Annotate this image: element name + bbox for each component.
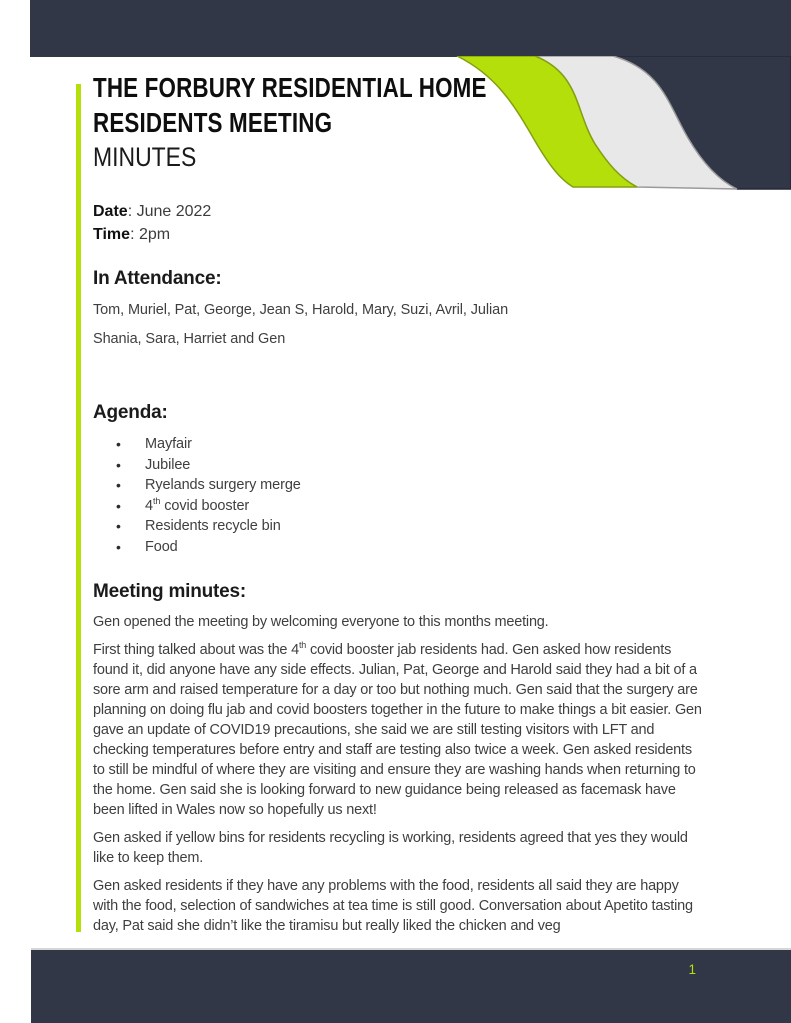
agenda-list — [93, 434, 707, 557]
minutes-paragraph — [93, 640, 707, 820]
time-label: Time — [93, 226, 131, 243]
agenda-item-text: Mayfair — [145, 436, 192, 452]
date-row — [93, 200, 707, 223]
paragraph-text: covid booster jab residents had. Gen asked how residents found it, did anyone have any side effects. Julian, Pat, George and Harold said they had a bit of a sore arm and raised temperature for a day or too but nothing much. Gen said that the surgery are planning on doing flu jab and covid boosters together in the future to make things a bit easier. Gen gave an update of COVID19 precautions, she said we are still testing visitors with LFT and checking temperatures before entry and staff are testing also twice a week. Gen asked residents to still be mindful of where they are visiting and ensure they are washing hands when returning to the home. Gen said she is looking forward to new guidance being released as facemask have been lifted in Wales now so hopefully us next! — [93, 642, 702, 818]
bullet-icon: • — [116, 497, 121, 514]
header-bar — [30, 0, 791, 57]
page-number: 1 — [688, 962, 696, 977]
document-title-line2: RESIDENTS MEETING — [93, 107, 333, 138]
document-title-line1: THE FORBURY RESIDENTIAL HOME — [93, 72, 487, 103]
minutes-paragraph — [93, 612, 707, 632]
attendance-line-1: Tom, Muriel, Pat, George, Jean S, Harold, Mary, Suzi, Avril, Julian — [93, 302, 509, 318]
bullet-icon: • — [116, 518, 121, 534]
attendance-line-2: Shania, Sara, Harriet and Gen — [93, 331, 286, 347]
minutes-heading: Meeting minutes: — [93, 581, 247, 602]
agenda-item-sup: th — [152, 495, 161, 506]
footer-bar — [31, 948, 791, 1023]
agenda-item — [93, 434, 707, 455]
paragraph-text: Gen asked residents if they have any problems with the food, residents all said they are happy with the food, selection of sandwiches at tea time is still good. Conversation about Apetito tasting day, Pat said she didn’t like the tiramisu but really liked the chicken and veg — [93, 878, 693, 934]
paragraph-text: Gen opened the meeting by welcoming everyone to this months meeting. — [93, 614, 549, 630]
minutes-paragraph — [93, 876, 707, 936]
agenda-item-text: Residents recycle bin — [145, 518, 281, 534]
paragraph-text: First thing talked about was the 4 — [93, 642, 299, 658]
agenda-item-text: Food — [145, 538, 178, 555]
agenda-item — [93, 455, 707, 476]
agenda-item — [93, 516, 707, 537]
minutes-paragraph — [93, 828, 707, 868]
agenda-item-text: Jubilee — [145, 456, 191, 473]
agenda-item-text: covid booster — [160, 497, 250, 514]
document-content — [93, 70, 707, 936]
agenda-item — [93, 496, 707, 517]
time-value: : 2pm — [130, 226, 171, 243]
agenda-heading: Agenda: — [93, 402, 168, 423]
bullet-icon: • — [116, 436, 121, 452]
attendance-heading: In Attendance: — [93, 268, 222, 289]
bullet-icon: • — [116, 477, 121, 493]
date-label: Date — [93, 203, 128, 220]
date-value: : June 2022 — [127, 203, 212, 220]
meta-block — [93, 200, 707, 246]
bullet-icon: • — [116, 456, 121, 473]
accent-vertical-bar — [76, 84, 81, 932]
agenda-item-text: 4 — [145, 497, 153, 514]
bullet-icon: • — [116, 538, 121, 555]
document-subtitle: MINUTES — [93, 142, 197, 172]
paragraph-text: Gen asked if yellow bins for residents recycling is working, residents agreed that yes they would like to keep them. — [93, 830, 688, 866]
paragraph-sup: th — [299, 640, 307, 651]
agenda-item — [93, 537, 707, 558]
time-row — [93, 223, 707, 246]
agenda-item-text: Ryelands surgery merge — [145, 477, 301, 493]
agenda-item — [93, 475, 707, 496]
